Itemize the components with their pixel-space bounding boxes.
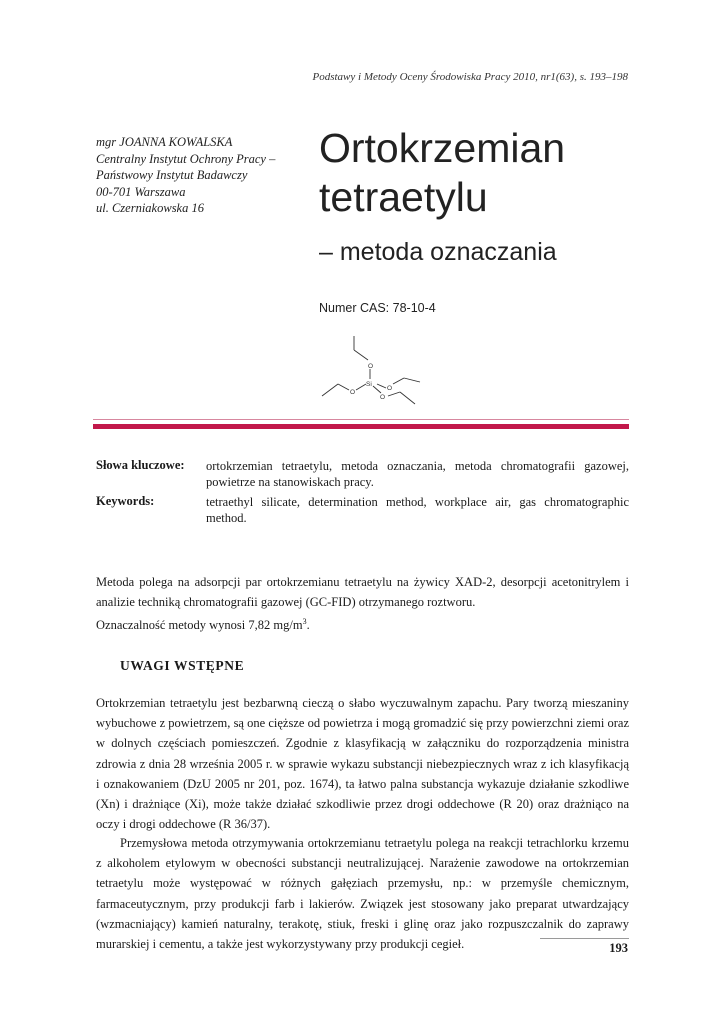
keywords-pl-label: Słowa kluczowe:	[96, 458, 185, 472]
author-block	[96, 134, 306, 217]
journal-citation: Podstawy i Metody Oceny Środowiska Pracy 2010, nr1(63), s. 193–198	[312, 71, 628, 83]
cas-number: Numer CAS: 78-10-4	[319, 301, 436, 315]
title-line-2: tetraetylu	[319, 174, 488, 220]
abstract-paragraph: Metoda polega na adsorpcji par ortokrzemianu tetraetylu na żywicy XAD-2, desorpcji acetonitrylem i analizie techniką chromatografii gazowej (GC-FID) otrzymanego roztworu.	[96, 575, 629, 610]
body-paragraph: Ortokrzemian tetraetylu jest bezbarwną cieczą o słabo wyczuwalnym zapachu. Pary tworzą mieszaniny wybuchowe z powietrzem, są one cięższe od powietrza i mogą gromadzić się przy powierzchni ziemi oraz w dolnych częściach pomieszczeń. Zgodnie z klasyfikacją w załączniku do rozporządzenia ministra zdrowia z dnia 28 września 2005 r. w sprawie wykazu substancji niebezpiecznych wraz z ich klasyfikacją i oznakowaniem (DzU 2005 nr 201, poz. 1674), ta łatwo palna substancja wykazuje działanie szkodliwe (Xn) i drażniące (Xi), może także działać szkodliwie przez drogi oddechowe (R 20) oraz drażniąco na oczy i drogi oddechowe (R 36/37).	[96, 696, 629, 832]
keywords-en-label: Keywords:	[96, 494, 155, 508]
quantitation-text: Oznaczalność metody wynosi 7,82 mg/m	[96, 618, 303, 633]
atom-oxygen: O	[368, 363, 374, 370]
page-number: 193	[609, 941, 628, 955]
title-line-1: Ortokrzemian	[319, 125, 566, 171]
author-name: mgr JOANNA KOWALSKA	[96, 135, 233, 149]
article-subtitle: – metoda oznaczania	[319, 238, 557, 266]
section-heading: UWAGI WSTĘPNE	[120, 658, 245, 673]
atom-oxygen: O	[380, 394, 386, 401]
structural-formula	[316, 332, 426, 414]
body-paragraph: Przemysłowa metoda otrzymywania ortokrzemianu tetraetylu polega na reakcji tetrachlorku krzemu z alkoholem etylowym w obecności substancji neutralizującej. Narażenie zawodowe na ortokrzemian tetraetylu może występować w różnych gałęziach przemysłu, np.: w przemyśle chemicznym, farmaceutycznym, przy produkcji farb i lakierów. Związek jest stosowany jako preparat utwardzający (wzmacniający) kamień naturalny, terakotę, stiuk, freski i glinę oraz jako rozpuszczalnik do zaprawy murarskiej i cementu, a także jest wykorzystywany przy produkcji cegieł.	[96, 836, 629, 952]
author-postal-code: 00-701 Warszawa	[96, 184, 186, 199]
atom-oxygen: O	[387, 385, 393, 392]
article-title	[319, 124, 565, 222]
atom-silicon: Si	[366, 381, 372, 388]
author-affiliation-line: Centralny Instytut Ochrony Pracy –	[96, 151, 276, 166]
author-affiliation-line: Państwowy Instytut Badawczy	[96, 168, 248, 182]
keywords-en-text: tetraethyl silicate, determination method, workplace air, gas chromatographic method.	[206, 495, 629, 525]
keywords-pl-text: ortokrzemian tetraetylu, metoda oznaczania, metoda chromatografii gazowej, powietrze na stanowiskach pracy.	[206, 459, 629, 489]
sentence-end: .	[306, 618, 310, 633]
divider-line	[93, 419, 629, 420]
author-street: ul. Czerniakowska 16	[96, 201, 204, 215]
abstract-quantitation-limit	[96, 612, 629, 635]
footer-rule	[540, 938, 629, 939]
divider-bar	[93, 424, 629, 429]
unit-exponent: 3	[302, 617, 307, 626]
atom-oxygen: O	[350, 389, 356, 396]
